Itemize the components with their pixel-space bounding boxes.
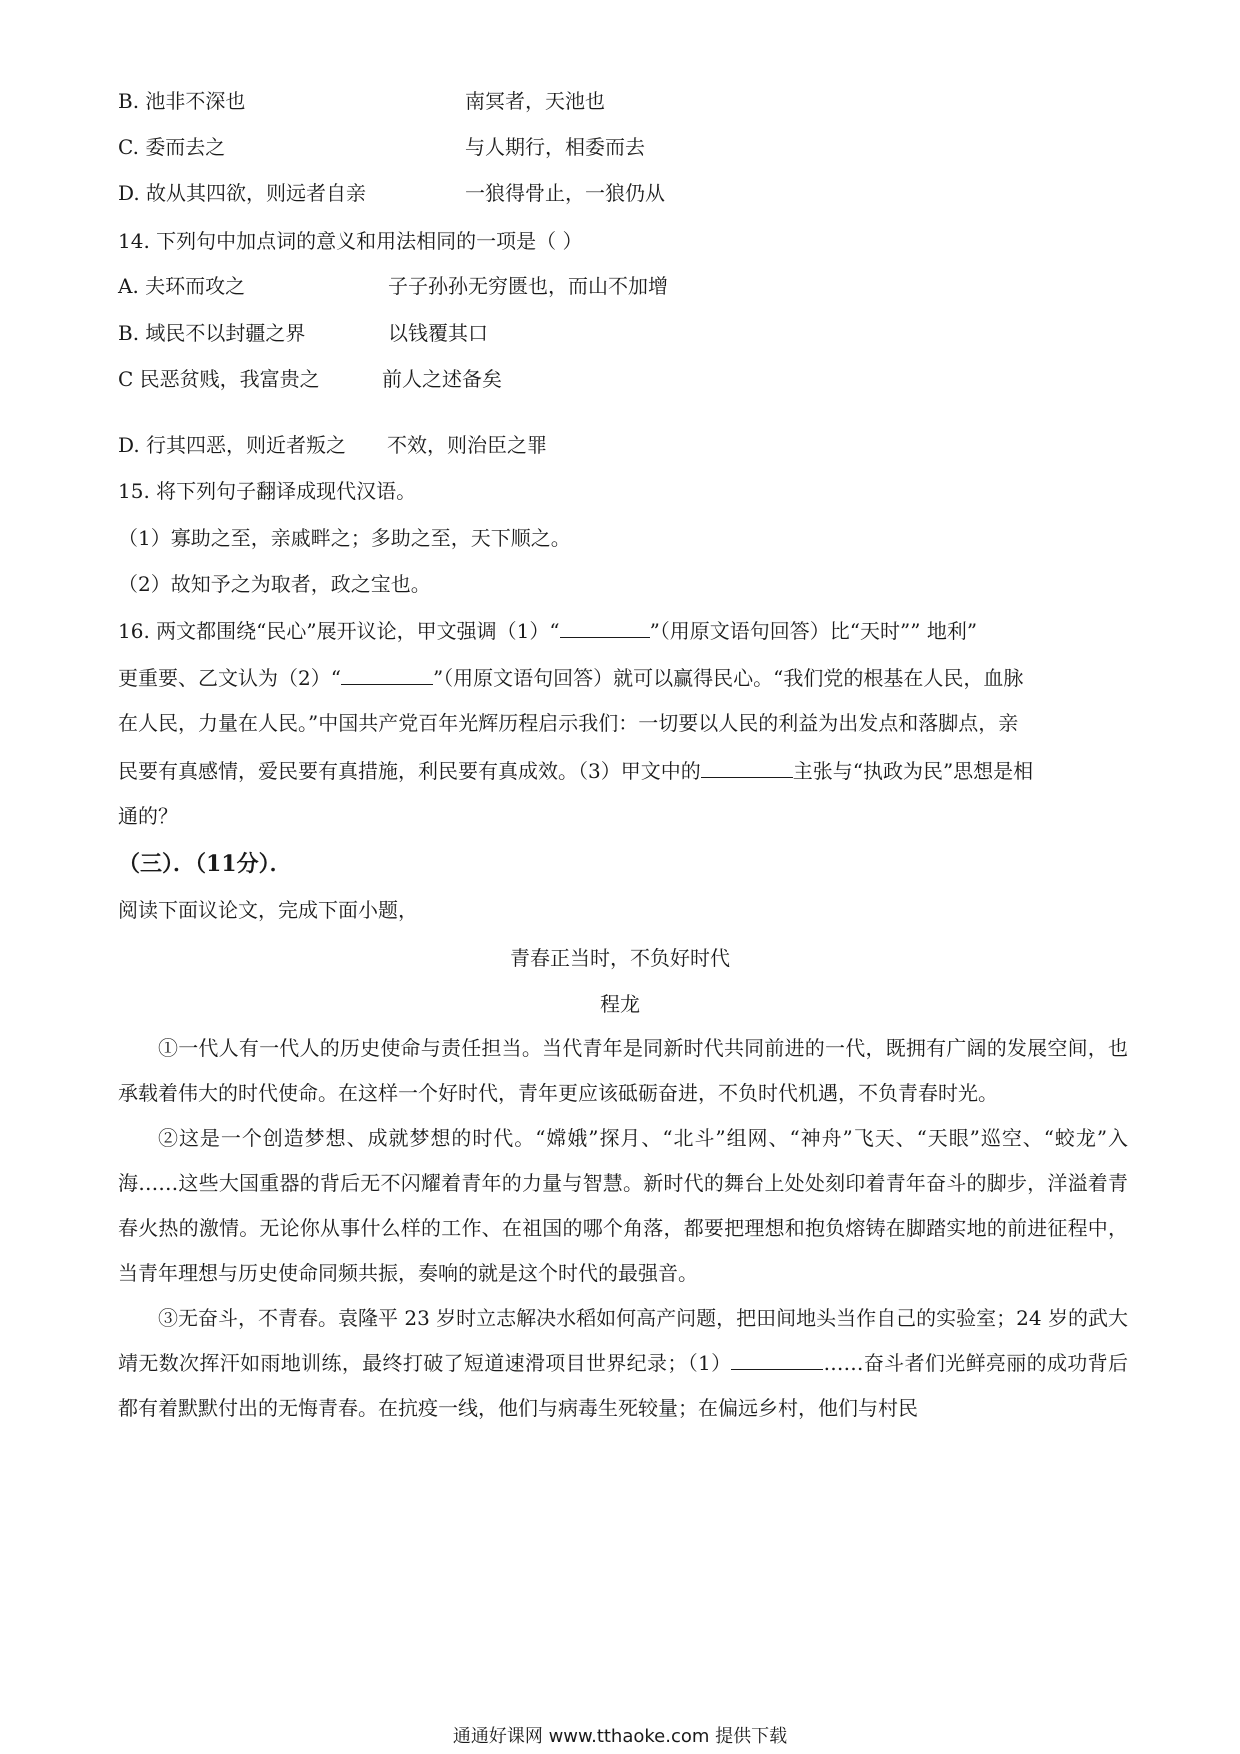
q14-option-a-right: 子子孙孙无穷匮也，而山不加增	[388, 274, 668, 298]
q14-option-c-left: 民恶贫贱，我富贵之	[139, 367, 320, 391]
q14-option-c-right: 前人之述备矣	[382, 367, 502, 391]
q13-option-c-left: 委而去之	[145, 135, 226, 159]
q13-option-d: D. 故从其四欲，则远者自亲	[118, 181, 367, 205]
q15-stem: 15. 将下列句子翻译成现代汉语。	[118, 479, 417, 503]
q16-line-5: 通的？	[118, 804, 178, 828]
q13-option-d-right: 一狼得骨止，一狼仍从	[465, 181, 665, 205]
q13-option-b-right: 南冥者，天池也	[465, 89, 605, 113]
q13-option-c: C. 委而去之	[118, 135, 226, 159]
q13-option-b: B. 池非不深也	[118, 89, 246, 113]
article-paragraph-3: ③无奋斗，不青春。袁隆平 23 岁时立志解决水稻如何高产问题，把田间地头当作自己的实验室；24 岁的武大靖无数次挥汗如雨地训练，最终打破了短道速滑项目世界纪录；（1） ……奋斗者们光鲜亮丽的成功背后都有着默默付出的无悔青春。在抗疫一线，他们与病毒生死较量；在偏远乡村，他们与村民	[118, 1306, 1128, 1420]
answer-blank-2[interactable]	[341, 664, 433, 685]
q14-option-a: A. 夫环而攻之	[118, 274, 246, 298]
q16-line-2: 更重要、乙文认为（2）“ ”（用原文语句回答）就可以赢得民心。“我们党的根基在人民，血脉	[118, 666, 1024, 690]
q15-item-2: （2）故知予之为取者，政之宝也。	[118, 572, 431, 596]
q14-option-b-right: 以钱覆其口	[388, 321, 488, 345]
article-author: 程龙	[600, 992, 640, 1016]
q14-stem: 14. 下列句中加点词的意义和用法相同的一项是（ ）	[118, 229, 583, 253]
q16-line-4: 民要有真感情，爱民要有真措施，利民要有真成效。（3）甲文中的 主张与“执政为民”思想是相	[118, 759, 1034, 783]
answer-blank-3[interactable]	[701, 757, 793, 778]
article-title: 青春正当时，不负好时代	[510, 946, 730, 970]
answer-blank-1[interactable]	[560, 617, 650, 638]
q15-item-1: （1）寡助之至，亲戚畔之；多助之至，天下顺之。	[118, 526, 571, 550]
section-instruction: 阅读下面议论文，完成下面小题，	[118, 898, 418, 922]
article-paragraph-1: ①一代人有一代人的历史使命与责任担当。当代青年是同新时代共同前进的一代，既拥有广阔的发展空间，也承载着伟大的时代使命。在这样一个好时代，青年更应该砥砺奋进，不负时代机遇，不负青春时光。	[118, 1036, 1128, 1105]
q16-line-3: 在人民，力量在人民。”中国共产党百年光辉历程启示我们：一切要以人民的利益为出发点和落脚点，亲	[118, 711, 1019, 735]
q13-option-d-left: 故从其四欲，则远者自亲	[146, 181, 367, 205]
q13-option-b-left: 池非不深也	[145, 89, 246, 113]
q14-option-d-right: 不效，则治臣之罪	[387, 433, 547, 457]
section-heading: （三）．（11分）．	[118, 851, 292, 877]
footer-source: 通通好课网 www.tthaoke.com 提供下载	[452, 1726, 788, 1747]
q14-option-b: B. 域民不以封疆之界	[118, 321, 306, 345]
q13-option-c-right: 与人期行，相委而去	[465, 135, 645, 159]
q14-option-c: C 民恶贫贱，我富贵之	[118, 367, 320, 391]
answer-blank-4[interactable]	[731, 1349, 823, 1370]
q14-option-b-left: 域民不以封疆之界	[145, 321, 306, 345]
q14-option-d-left: 行其四恶，则近者叛之	[146, 433, 347, 457]
article-body	[118, 1026, 1128, 1431]
article-paragraph-2: ②这是一个创造梦想、成就梦想的时代。“嫦娥”探月、“北斗”组网、“神舟”飞天、“天眼”巡空、“蛟龙”入海……这些大国重器的背后无不闪耀着青年的力量与智慧。新时代的舞台上处处刻印着青年奋斗的脚步，洋溢着青春火热的激情。无论你从事什么样的工作、在祖国的哪个角落，都要把理想和抱负熔铸在脚踏实地的前进征程中，当青年理想与历史使命同频共振，奏响的就是这个时代的最强音。	[118, 1126, 1128, 1285]
q16-line-1: 16. 两文都围绕“民心”展开议论，甲文强调（1）“ ”（用原文语句回答）比“天时”” 地利”	[118, 619, 978, 643]
q14-option-a-left: 夫环而攻之	[145, 274, 246, 298]
q14-option-d: D. 行其四恶，则近者叛之	[118, 433, 347, 457]
